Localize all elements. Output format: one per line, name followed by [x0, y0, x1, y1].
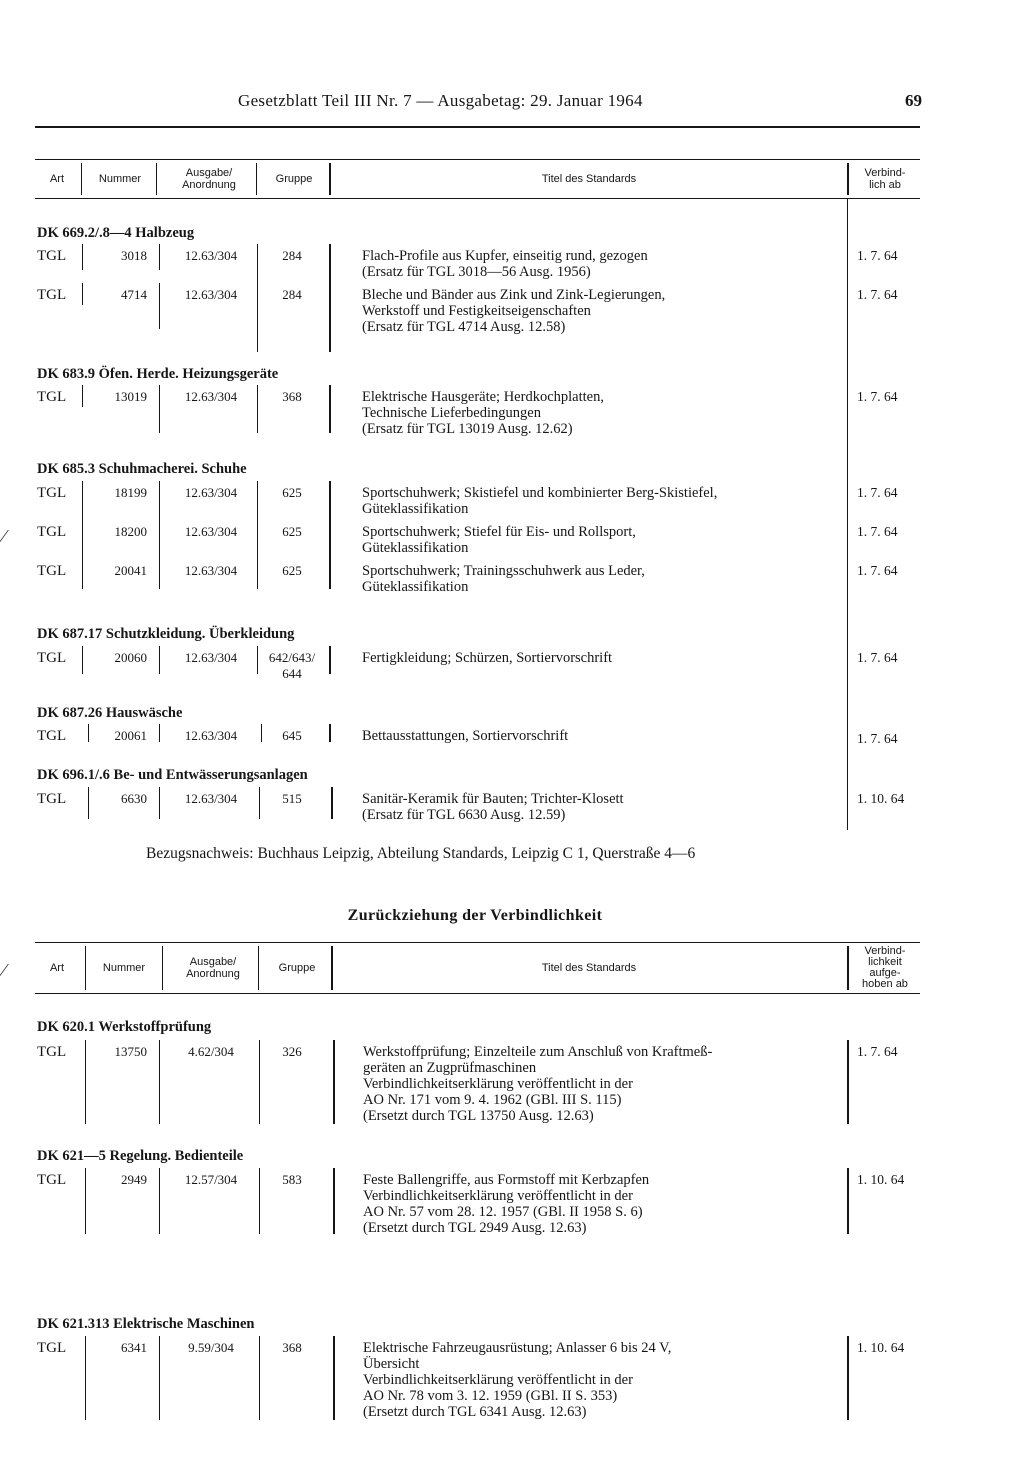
cell-titel	[362, 563, 842, 595]
header-divider	[847, 946, 849, 990]
cell-rule	[847, 1040, 849, 1124]
cell-art: TGL	[37, 287, 67, 303]
cell-date: 1. 7. 64	[857, 563, 898, 578]
cell-date: 1. 7. 64	[857, 650, 898, 665]
title-line: Bleche und Bänder aus Zink und Zink-Legierungen,	[362, 287, 666, 303]
group-heading: DK 683.9 Öfen. Herde. Heizungsgeräte	[37, 366, 279, 382]
cell-nummer: 13750	[114, 1044, 147, 1059]
title-line: Elektrische Hausgeräte; Herdkochplatten,	[362, 389, 604, 405]
running-head	[0, 91, 1024, 117]
cell-rule	[82, 385, 83, 407]
title-line: Sportschuhwerk; Trainingsschuhwerk aus Leder,	[362, 563, 645, 579]
cell-rule	[159, 646, 160, 674]
title-line: Sanitär-Keramik für Bauten; Trichter-Klosett	[362, 791, 624, 807]
cell-art: TGL	[37, 728, 67, 744]
cell-date: 1. 7. 64	[857, 287, 898, 302]
title-line: (Ersetzt durch TGL 13750 Ausg. 12.63)	[363, 1108, 594, 1124]
cell-rule	[329, 646, 331, 674]
col-header-ausgabe-l2: Anordnung	[182, 179, 236, 191]
cell-rule	[82, 481, 83, 589]
cell-art: TGL	[37, 1044, 67, 1060]
cell-titel	[363, 1340, 843, 1420]
col-header-ver-l2: lich ab	[869, 179, 901, 191]
cell-rule	[257, 481, 258, 589]
cell-titel	[362, 485, 842, 517]
cell-nummer: 3018	[121, 248, 147, 263]
col-header-art: Art	[49, 173, 65, 185]
cell-gruppe: 284	[282, 287, 302, 302]
title-line: AO Nr. 171 vom 9. 4. 1962 (GBl. III S. 115)	[363, 1092, 622, 1108]
cell-date: 1. 7. 64	[857, 731, 898, 746]
standards-table	[35, 159, 920, 830]
col-header-nummer: Nummer	[98, 173, 142, 185]
cell-date: 1. 7. 64	[857, 1044, 898, 1059]
cell-date: 1. 10. 64	[857, 791, 905, 806]
cell-nummer: 18200	[114, 524, 147, 539]
cell-rule	[159, 385, 160, 433]
cell-ausgabe: 12.63/304	[184, 791, 238, 806]
cell-gruppe: 625	[282, 485, 302, 500]
title-line: Güteklassifikation	[362, 501, 469, 517]
title-line: Elektrische Fahrzeugausrüstung; Anlasser 6 bis 24 V,	[363, 1340, 672, 1356]
cell-rule	[333, 1168, 335, 1234]
cell-gruppe-l2: 644	[282, 666, 302, 681]
cell-art: TGL	[37, 1172, 67, 1188]
col-header-ausgabe	[161, 160, 257, 198]
title-line: Werkstoff und Festigkeitseigenschaften	[362, 303, 591, 319]
cell-titel	[362, 248, 842, 280]
cell-gruppe: 625	[282, 524, 302, 539]
cell-date: 1. 7. 64	[857, 485, 898, 500]
col-header-ausgabe-l1: Ausgabe/	[189, 956, 237, 968]
header-divider	[162, 946, 163, 990]
margin-mark: ⁄	[2, 526, 6, 548]
cell-titel	[362, 791, 842, 823]
page-number: 69	[905, 91, 922, 110]
group-heading: DK 621—5 Regelung. Bedienteile	[37, 1148, 244, 1164]
cell-rule	[257, 385, 258, 433]
cell-nummer: 13019	[114, 389, 147, 404]
cell-nummer: 4714	[121, 287, 147, 302]
cell-art: TGL	[37, 791, 67, 807]
cell-rule	[847, 1168, 849, 1234]
col-header-titel: Titel des Standards	[541, 173, 637, 185]
cell-titel	[363, 1044, 843, 1124]
table-header	[35, 159, 920, 199]
col-header-ver-l2: lichkeit	[868, 956, 902, 968]
column-rule	[847, 199, 848, 830]
col-header-ver-l1: Verbind-	[864, 167, 906, 179]
title-line: Verbindlichkeitserklärung veröffentlicht in der	[363, 1188, 633, 1204]
cell-art: TGL	[37, 485, 67, 501]
cell-gruppe: 515	[282, 791, 302, 806]
cell-rule	[257, 244, 258, 352]
col-header-ausgabe-l2: Anordnung	[186, 968, 240, 980]
cell-rule	[329, 724, 331, 742]
cell-rule	[159, 1168, 160, 1234]
group-heading: DK 696.1/.6 Be- und Entwässerungsanlagen	[37, 767, 308, 783]
group-heading: DK 669.2/.8—4 Halbzeug	[37, 225, 195, 241]
title-line: Güteklassifikation	[362, 579, 469, 595]
cell-gruppe: 368	[282, 1340, 302, 1355]
title-line: AO Nr. 57 vom 28. 12. 1957 (GBl. II 1958 S. 6)	[363, 1204, 643, 1220]
cell-rule	[329, 244, 331, 352]
title-line: Verbindlichkeitserklärung veröffentlicht in der	[363, 1372, 633, 1388]
header-divider	[847, 163, 849, 195]
title-line: Flach-Profile aus Kupfer, einseitig rund, gezogen	[362, 248, 648, 264]
cell-art: TGL	[37, 248, 67, 264]
col-header-titel: Titel des Standards	[541, 962, 637, 974]
cell-rule	[82, 244, 83, 270]
cell-ausgabe: 12.63/304	[184, 728, 238, 743]
running-title: Gesetzblatt Teil III Nr. 7 — Ausgabetag: 29. Januar 1964	[238, 91, 643, 110]
cell-titel	[362, 287, 842, 335]
section-title: Zurückziehung der Verbindlichkeit	[347, 907, 603, 924]
cell-rule	[159, 283, 160, 329]
table-body	[35, 994, 920, 1434]
title-line: Bettausstattungen, Sortiervorschrift	[362, 728, 569, 744]
title-line: Sportschuhwerk; Stiefel für Eis- und Rollsport,	[362, 524, 636, 540]
header-divider	[329, 163, 331, 195]
title-line: (Ersatz für TGL 3018—56 Ausg. 1956)	[362, 264, 591, 280]
cell-ausgabe: 12.63/304	[184, 248, 238, 263]
cell-ausgabe: 12.63/304	[184, 650, 238, 665]
title-line: geräten an Zugprüfmaschinen	[363, 1060, 537, 1076]
cell-art: TGL	[37, 1340, 67, 1356]
cell-date: 1. 7. 64	[857, 389, 898, 404]
cell-gruppe: 368	[282, 389, 302, 404]
cell-gruppe: 625	[282, 563, 302, 578]
cell-ausgabe: 12.63/304	[184, 563, 238, 578]
cell-art: TGL	[37, 650, 67, 666]
title-line: Werkstoffprüfung; Einzelteile zum Anschluß von Kraftmeß-	[363, 1044, 713, 1060]
cell-ausgabe: 12.63/304	[184, 485, 238, 500]
title-line: (Ersatz für TGL 6630 Ausg. 12.59)	[362, 807, 566, 823]
cell-ausgabe: 9.59/304	[188, 1340, 234, 1355]
cell-titel	[362, 389, 842, 437]
title-line: Verbindlichkeitserklärung veröffentlicht in der	[363, 1076, 633, 1092]
cell-gruppe: 284	[282, 248, 302, 263]
col-header-ausgabe	[165, 943, 261, 993]
header-rule	[35, 126, 920, 128]
cell-date: 1. 7. 64	[857, 524, 898, 539]
cell-gruppe	[259, 650, 325, 682]
cell-ausgabe: 4.62/304	[188, 1044, 234, 1059]
source-note: Bezugsnachweis: Buchhaus Leipzig, Abteilung Standards, Leipzig C 1, Querstraße 4—6	[146, 845, 696, 862]
cell-nummer: 6630	[121, 791, 147, 806]
cell-date: 1. 10. 64	[857, 1172, 905, 1187]
cell-date: 1. 10. 64	[857, 1340, 905, 1355]
group-heading: DK 621.313 Elektrische Maschinen	[37, 1316, 255, 1332]
cell-gruppe: 583	[282, 1172, 302, 1187]
header-divider	[156, 163, 157, 195]
cell-rule	[329, 481, 331, 589]
cell-art: TGL	[37, 524, 67, 540]
group-heading: DK 620.1 Werkstoffprüfung	[37, 1019, 212, 1035]
cell-rule	[333, 1040, 335, 1124]
cell-rule	[329, 385, 331, 433]
cell-titel	[363, 1172, 843, 1236]
cell-nummer: 20061	[114, 728, 147, 743]
title-line: (Ersetzt durch TGL 6341 Ausg. 12.63)	[363, 1404, 587, 1420]
cell-rule	[257, 646, 258, 674]
title-line: (Ersetzt durch TGL 2949 Ausg. 12.63)	[363, 1220, 587, 1236]
header-divider	[81, 163, 82, 195]
title-line: (Ersatz für TGL 4714 Ausg. 12.58)	[362, 319, 566, 335]
cell-nummer: 20041	[114, 563, 147, 578]
title-line: Feste Ballengriffe, aus Formstoff mit Kerbzapfen	[363, 1172, 650, 1188]
title-line: Güteklassifikation	[362, 540, 469, 556]
group-heading: DK 687.17 Schutzkleidung. Überkleidung	[37, 626, 295, 642]
cell-rule	[159, 244, 160, 270]
cell-nummer: 20060	[114, 650, 147, 665]
cell-titel	[362, 650, 842, 666]
cell-art: TGL	[37, 563, 67, 579]
cell-rule	[159, 1040, 160, 1124]
col-header-nummer: Nummer	[102, 962, 146, 974]
group-heading: DK 687.26 Hauswäsche	[37, 705, 183, 721]
title-line: AO Nr. 78 vom 3. 12. 1959 (GBl. II S. 353)	[363, 1388, 618, 1404]
cell-rule	[82, 283, 83, 305]
col-header-ausgabe-l1: Ausgabe/	[185, 167, 233, 179]
title-line: Übersicht	[363, 1356, 420, 1372]
cell-art: TGL	[37, 389, 67, 405]
table-body	[35, 199, 920, 830]
cell-rule	[159, 724, 160, 742]
col-header-ver-l4: hoben ab	[862, 978, 908, 990]
col-header-ver-l1: Verbind-	[864, 945, 906, 957]
cell-rule	[82, 646, 83, 674]
cell-gruppe: 645	[282, 728, 302, 743]
title-line: Sportschuhwerk; Skistiefel und kombinierter Berg-Skistiefel,	[362, 485, 718, 501]
col-header-gruppe: Gruppe	[275, 173, 313, 185]
cell-rule	[159, 1336, 160, 1420]
cell-rule	[159, 787, 160, 819]
title-line: Fertigkleidung; Schürzen, Sortiervorschrift	[362, 650, 613, 666]
header-divider	[256, 163, 257, 195]
cell-rule	[333, 1336, 335, 1420]
header-divider	[85, 946, 86, 990]
cell-rule	[159, 481, 160, 589]
col-header-art: Art	[49, 962, 65, 974]
cell-ausgabe: 12.63/304	[184, 389, 238, 404]
col-header-ver-l3: aufge-	[869, 967, 901, 979]
table-header	[35, 942, 920, 994]
cell-gruppe: 326	[282, 1044, 302, 1059]
cell-ausgabe: 12.57/304	[184, 1172, 238, 1187]
cell-nummer: 18199	[114, 485, 147, 500]
cell-date: 1. 7. 64	[857, 248, 898, 263]
col-header-verbindlichkeit	[850, 943, 920, 993]
cell-ausgabe: 12.63/304	[184, 287, 238, 302]
header-divider	[258, 946, 259, 990]
col-header-verbindlich	[850, 160, 920, 198]
withdrawal-table	[35, 942, 920, 1434]
cell-ausgabe: 12.63/304	[184, 524, 238, 539]
title-line: Technische Lieferbedingungen	[362, 405, 541, 421]
cell-nummer: 2949	[121, 1172, 147, 1187]
cell-nummer: 6341	[121, 1340, 147, 1355]
title-line: (Ersatz für TGL 13019 Ausg. 12.62)	[362, 421, 573, 437]
cell-titel	[362, 728, 842, 744]
col-header-gruppe: Gruppe	[278, 962, 316, 974]
cell-titel	[362, 524, 842, 556]
margin-mark: ⁄	[2, 960, 6, 982]
cell-gruppe-l1: 642/643/	[268, 650, 316, 665]
group-heading: DK 685.3 Schuhmacherei. Schuhe	[37, 461, 247, 477]
cell-rule	[331, 787, 333, 819]
cell-rule	[847, 1336, 849, 1420]
